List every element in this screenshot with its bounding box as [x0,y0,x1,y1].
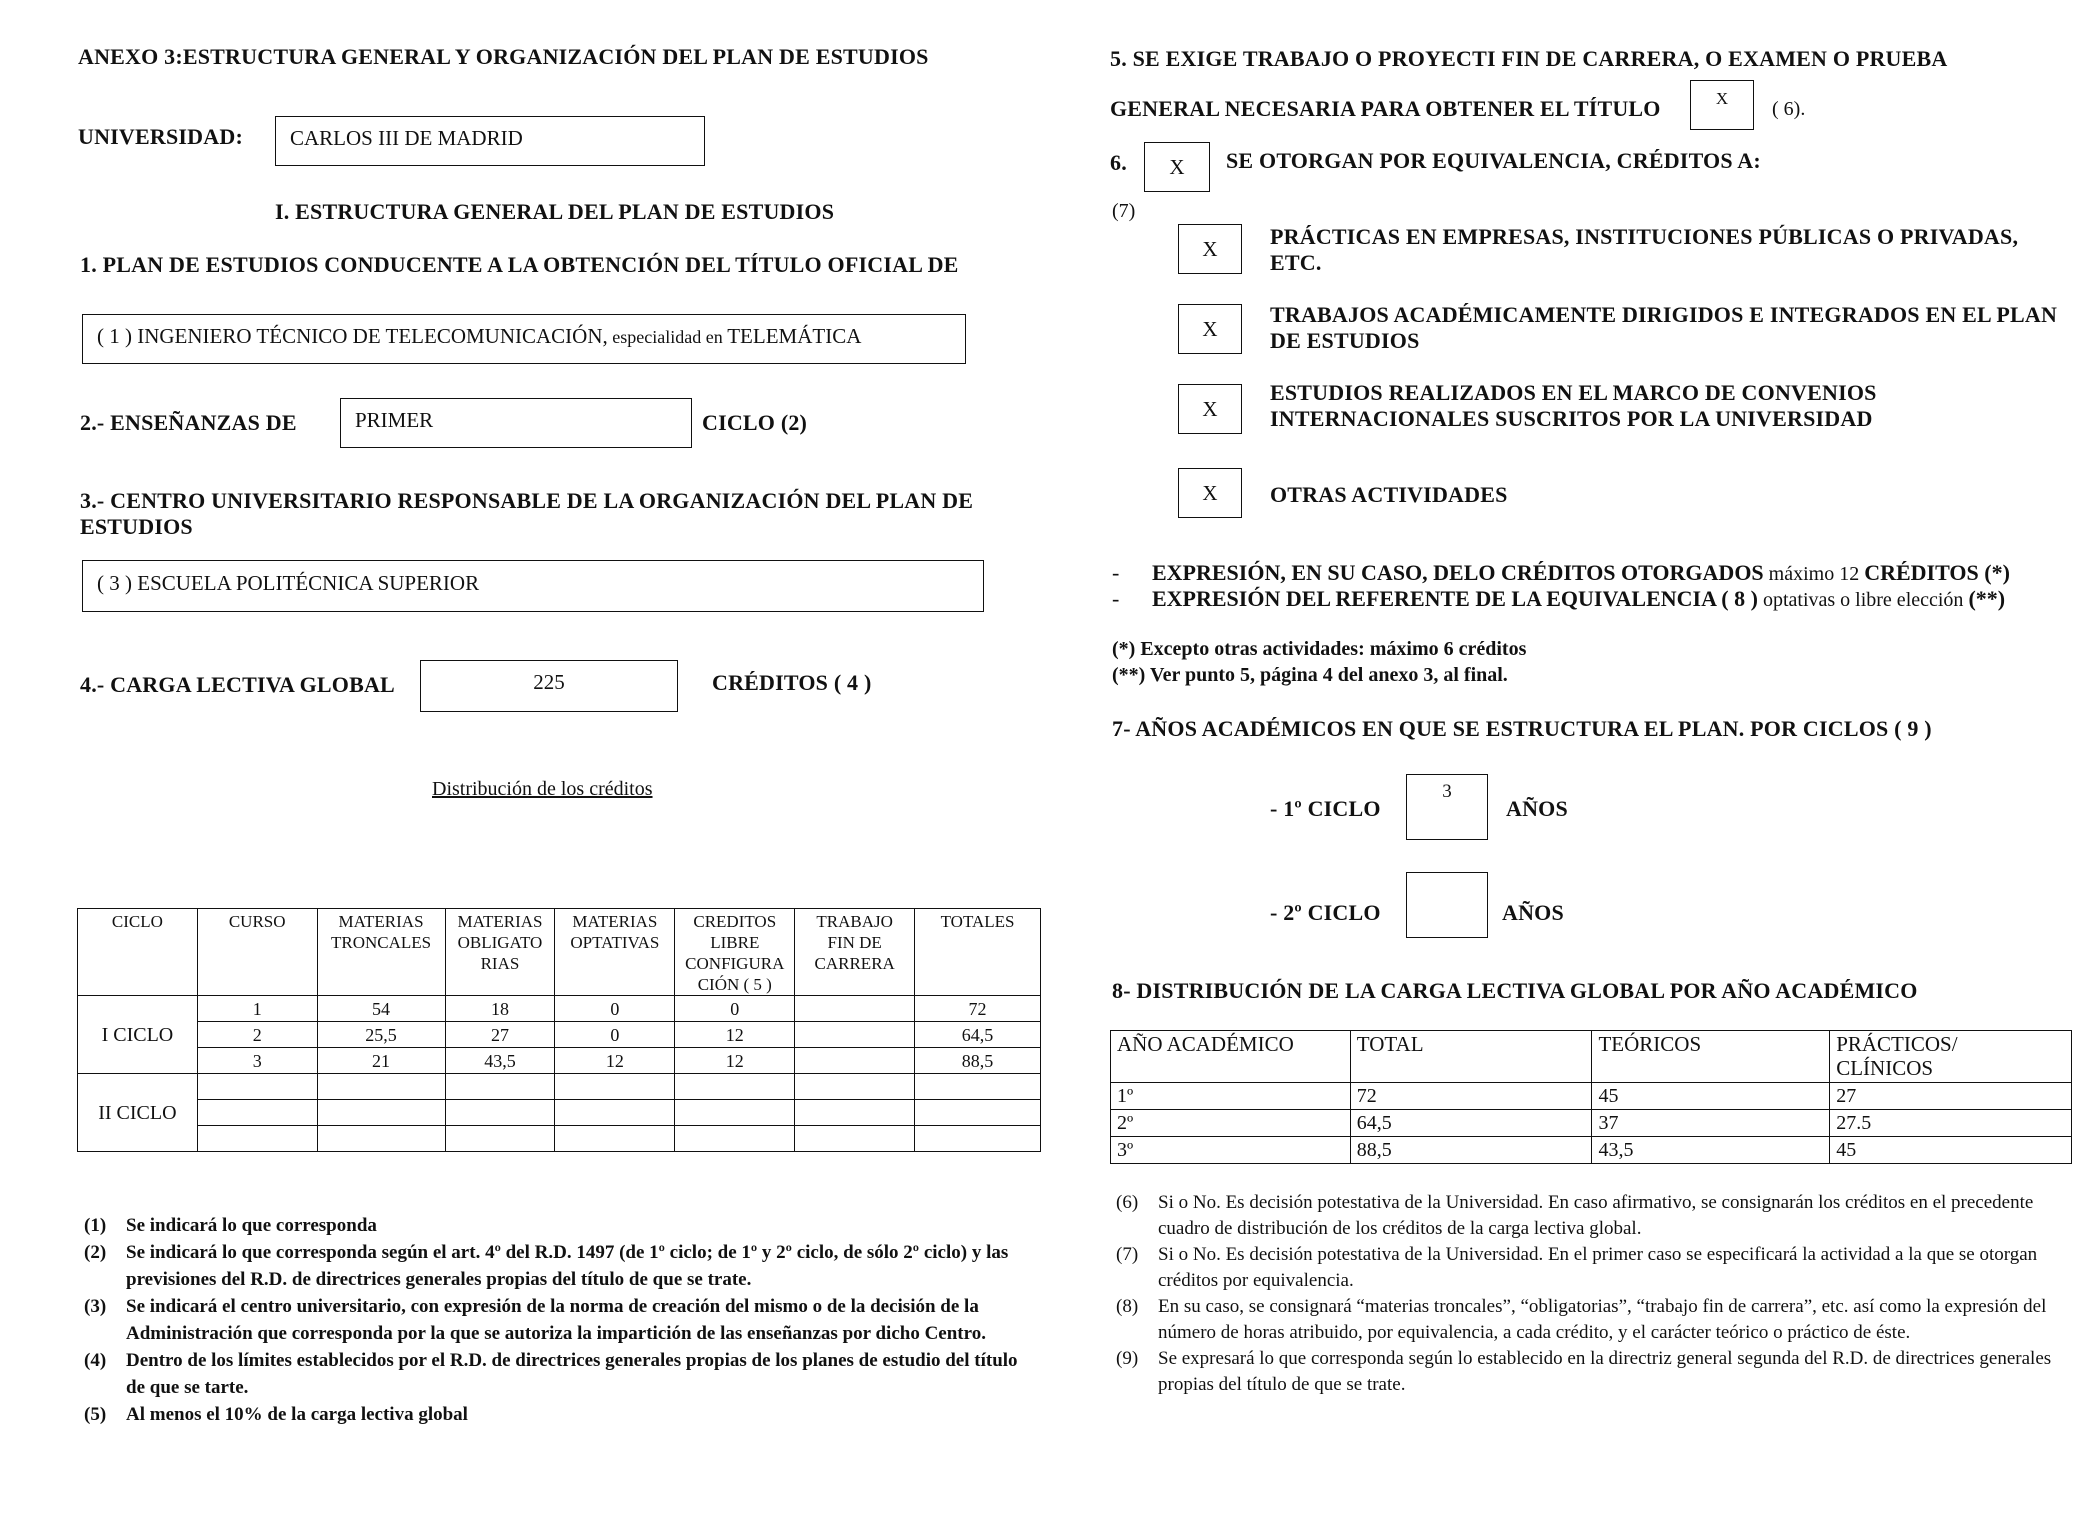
item2-label: 2.- ENSEÑANZAS DE [80,410,297,435]
col-header-obligatorias: MATERIAS OBLIGATO RIAS [445,909,555,996]
col-header-teoricos: TEÓRICOS [1592,1031,1830,1083]
table-cell: 64,5 [915,1022,1041,1048]
option-convenios-line2: INTERNACIONALES SUSCRITOS POR LA UNIVERSIDAD [1270,406,1873,431]
note-text: Dentro de los límites establecidos por el R.D. de directrices generales propias de los planes de estudio del título de que se tarte. [126,1350,1018,1398]
table-row [78,996,1041,1022]
note-item [84,1347,1034,1401]
table-row [1111,1083,2072,1110]
item7-ref: (7) [1112,200,1136,222]
cycle1-years-suffix: AÑOS [1506,796,1568,821]
item3-label-line2: ESTUDIOS [80,514,193,539]
col-header-total: TOTAL [1350,1031,1592,1083]
option-trabajos-line1: TRABAJOS ACADÉMICAMENTE DIRIGIDOS E INTEGRADOS EN EL PLAN [1270,302,2058,327]
item6-label: SE OTORGAN POR EQUIVALENCIA, CRÉDITOS A: [1226,148,1761,173]
note-text: Se indicará lo que corresponda según el art. 4º del R.D. 1497 (de 1º ciclo; de 1º y 2º ciclo, de sólo 2º ciclo) y las previsiones del R.D. de directrices generales propias del título de que se trate. [126,1242,1009,1290]
table-row [78,1048,1041,1074]
table-cell: 43,5 [445,1048,555,1074]
load-value: 225 [533,670,565,694]
item2-suffix: CICLO (2) [702,410,808,435]
table-cell: 64,5 [1350,1110,1592,1137]
degree-value [97,324,861,349]
option-trabajos-line2: DE ESTUDIOS [1270,328,1420,353]
note-key: (9) [1116,1348,1139,1369]
col-header-troncales: MATERIAS TRONCALES [317,909,445,996]
note-key: (6) [1116,1192,1139,1213]
table-cell: 72 [915,996,1041,1022]
bullet: - [1112,560,1120,585]
table-cell: 12 [675,1022,795,1048]
option-practicas-line1: PRÁCTICAS EN EMPRESAS, INSTITUCIONES PÚBLICAS O PRIVADAS, [1270,224,2019,249]
table-cell: 2 [197,1022,317,1048]
expression-reference-a: EXPRESIÓN DEL REFERENTE DE LA EQUIVALENCIA ( 8 ) [1152,586,1758,611]
note-item [84,1239,1034,1293]
cycle2-label: II CICLO [78,1074,198,1152]
table-cell: 54 [317,996,445,1022]
cycle2-years-field [1406,872,1488,938]
degree-field [82,314,966,364]
table-cell: 27 [1830,1083,2072,1110]
note-text: Si o No. Es decisión potestativa de la Universidad. En caso afirmativo, se consignarán los créditos en el precedente cuadro de distribución de los créditos de la carga lectiva global. [1158,1192,2034,1239]
item6-num: 6. [1110,150,1127,175]
option-convenios-label [1270,380,1877,432]
note-text: Se indicará lo que corresponda [126,1215,377,1236]
table-cell [795,1022,915,1048]
left-notes [84,1212,1034,1428]
note-item [1116,1242,2066,1294]
table-cell: 45 [1592,1083,1830,1110]
item4-label: 4.- CARGA LECTIVA GLOBAL [80,672,395,697]
option-convenios-checkbox: X [1178,384,1242,434]
expression-credits-a: EXPRESIÓN, EN SU CASO, DELO CRÉDITOS OTORGADOS [1152,560,1764,585]
table-cell: 45 [1830,1137,2072,1164]
section-title: I. ESTRUCTURA GENERAL DEL PLAN DE ESTUDIOS [275,199,835,224]
note-item [84,1293,1034,1347]
note-key: (4) [84,1350,107,1371]
cycle-value: PRIMER [355,408,434,432]
option-trabajos-checkbox: X [1178,304,1242,354]
note-text: En su caso, se consignará “materias troncales”, “obligatorias”, “trabajo fin de carrera”, etc. así como la expresión del número de horas atribuido, por equivalencia, a cada crédito, y el carácter teórico o práctico de éste. [1158,1296,2047,1343]
item5-checkbox: X [1690,80,1754,130]
table-row [78,1022,1041,1048]
table-row [1111,1137,2072,1164]
footnote-star: (*) Excepto otras actividades: máximo 6 créditos [1112,638,1527,660]
expression-credits [1112,560,2010,586]
option-otras-checkbox: X [1178,468,1242,518]
table-cell [795,1048,915,1074]
table-cell: 27.5 [1830,1110,2072,1137]
option-trabajos-label [1270,302,2057,354]
cycle1-years-field: 3 [1406,774,1488,840]
col-header-ciclo: CICLO [78,909,198,996]
col-header-curso: CURSO [197,909,317,996]
table-row [1111,1110,2072,1137]
note-key: (7) [1116,1244,1139,1265]
table-cell: 21 [317,1048,445,1074]
option-convenios-line1: ESTUDIOS REALIZADOS EN EL MARCO DE CONVENIOS [1270,380,1877,405]
note-key: (8) [1116,1296,1139,1317]
table-cell [795,996,915,1022]
item8-title: 8- DISTRIBUCIÓN DE LA CARGA LECTIVA GLOBAL POR AÑO ACADÉMICO [1112,978,1918,1003]
item5-suffix: ( 6). [1772,98,1806,120]
cycle-field [340,398,692,448]
table-cell: 1 [197,996,317,1022]
cycle1-label: I CICLO [78,996,198,1074]
table-cell: 2º [1111,1110,1351,1137]
note-item [1116,1190,2066,1242]
table-cell: 3º [1111,1137,1351,1164]
center-field [82,560,984,612]
option-practicas-line2: ETC. [1270,250,1322,275]
note-item [84,1401,1034,1428]
expression-credits-c: CRÉDITOS (*) [1864,560,2010,585]
item5-line2: GENERAL NECESARIA PARA OBTENER EL TÍTULO [1110,96,1661,121]
note-item [1116,1294,2066,1346]
table-cell: 88,5 [915,1048,1041,1074]
table-cell: 0 [555,996,675,1022]
col-header-practicos: PRÁCTICOS/ CLÍNICOS [1830,1031,2072,1083]
table-cell: 0 [675,996,795,1022]
item7-title: 7- AÑOS ACADÉMICOS EN QUE SE ESTRUCTURA EL PLAN. POR CICLOS ( 9 ) [1112,716,1932,741]
degree-value-suffix: TELEMÁTICA [727,324,862,348]
expression-credits-b: máximo 12 [1763,563,1865,585]
col-header-totales: TOTALES [915,909,1041,996]
note-key: (5) [84,1404,107,1425]
center-value: ( 3 ) ESCUELA POLITÉCNICA SUPERIOR [97,571,480,595]
year-table-header-row [1111,1031,2072,1083]
col-header-libre-config: CREDITOS LIBRE CONFIGURA CIÓN ( 5 ) [675,909,795,996]
table-header-row [78,909,1041,996]
item3-label-line1: 3.- CENTRO UNIVERSITARIO RESPONSABLE DE LA ORGANIZACIÓN DEL PLAN DE [80,488,974,513]
table-cell: 12 [555,1048,675,1074]
table-cell: 37 [1592,1110,1830,1137]
note-text: Se expresará lo que corresponda según lo establecido en la directriz general segunda del R.D. de directrices generales propias del título de que se trate. [1158,1348,2052,1395]
table-cell: 43,5 [1592,1137,1830,1164]
table-cell: 88,5 [1350,1137,1592,1164]
table-row [78,1126,1041,1152]
table-row [78,1074,1041,1100]
load-field [420,660,678,712]
table-cell: 25,5 [317,1022,445,1048]
expression-reference-b: optativas o libre elección [1757,589,1969,611]
bullet: - [1112,586,1120,611]
item1-label: 1. PLAN DE ESTUDIOS CONDUCENTE A LA OBTENCIÓN DEL TÍTULO OFICIAL DE [80,252,959,277]
item6-checkbox: X [1144,142,1210,192]
note-text: Si o No. Es decisión potestativa de la Universidad. En el primer caso se especificará la actividad a la que se otorgan créditos por equivalencia. [1158,1244,2038,1291]
expression-reference [1112,586,2005,612]
annex-title: ANEXO 3:ESTRUCTURA GENERAL Y ORGANIZACIÓN DEL PLAN DE ESTUDIOS [78,44,929,69]
col-header-optativas: MATERIAS OPTATIVAS [555,909,675,996]
note-item [84,1212,1034,1239]
col-header-ano: AÑO ACADÉMICO [1111,1031,1351,1083]
note-item [1116,1346,2066,1398]
option-practicas-label [1270,224,2018,276]
university-label: UNIVERSIDAD: [78,124,243,149]
option-otras-label: OTRAS ACTIVIDADES [1270,482,1508,507]
note-key: (1) [84,1215,107,1236]
university-value: CARLOS III DE MADRID [290,126,523,150]
credits-distribution-table [77,908,1041,1152]
cycle1-years-label: - 1º CICLO [1270,796,1381,821]
col-header-trabajo-fin: TRABAJO FIN DE CARRERA [795,909,915,996]
degree-value-mid: especialidad en [607,327,728,347]
year-distribution-table [1110,1030,2072,1164]
university-field [275,116,705,166]
cycle2-years-suffix: AÑOS [1502,900,1564,925]
table-cell: 12 [675,1048,795,1074]
table-cell: 1º [1111,1083,1351,1110]
option-practicas-checkbox: X [1178,224,1242,274]
table-cell: 72 [1350,1083,1592,1110]
distribution-title: Distribución de los créditos [432,778,653,800]
table-cell: 3 [197,1048,317,1074]
table-cell: 0 [555,1022,675,1048]
note-key: (3) [84,1296,107,1317]
note-key: (2) [84,1242,107,1263]
table-row [78,1100,1041,1126]
right-notes [1116,1190,2066,1398]
item4-suffix: CRÉDITOS ( 4 ) [712,670,872,695]
expression-reference-c: (**) [1968,586,2006,611]
degree-value-prefix: ( 1 ) INGENIERO TÉCNICO DE TELECOMUNICACIÓN, [97,324,608,348]
item5-line1: 5. SE EXIGE TRABAJO O PROYECTI FIN DE CARRERA, O EXAMEN O PRUEBA [1110,46,1948,71]
note-text: Al menos el 10% de la carga lectiva global [126,1404,468,1425]
cycle2-years-label: - 2º CICLO [1270,900,1381,925]
footnote-double-star: (**) Ver punto 5, página 4 del anexo 3, al final. [1112,664,1508,686]
table-cell: 18 [445,996,555,1022]
table-cell: 27 [445,1022,555,1048]
note-text: Se indicará el centro universitario, con expresión de la norma de creación del mismo o de la decisión de la Administración que corresponda por la que se autoriza la impartición de las enseñanzas por dicho Centro. [126,1296,986,1344]
